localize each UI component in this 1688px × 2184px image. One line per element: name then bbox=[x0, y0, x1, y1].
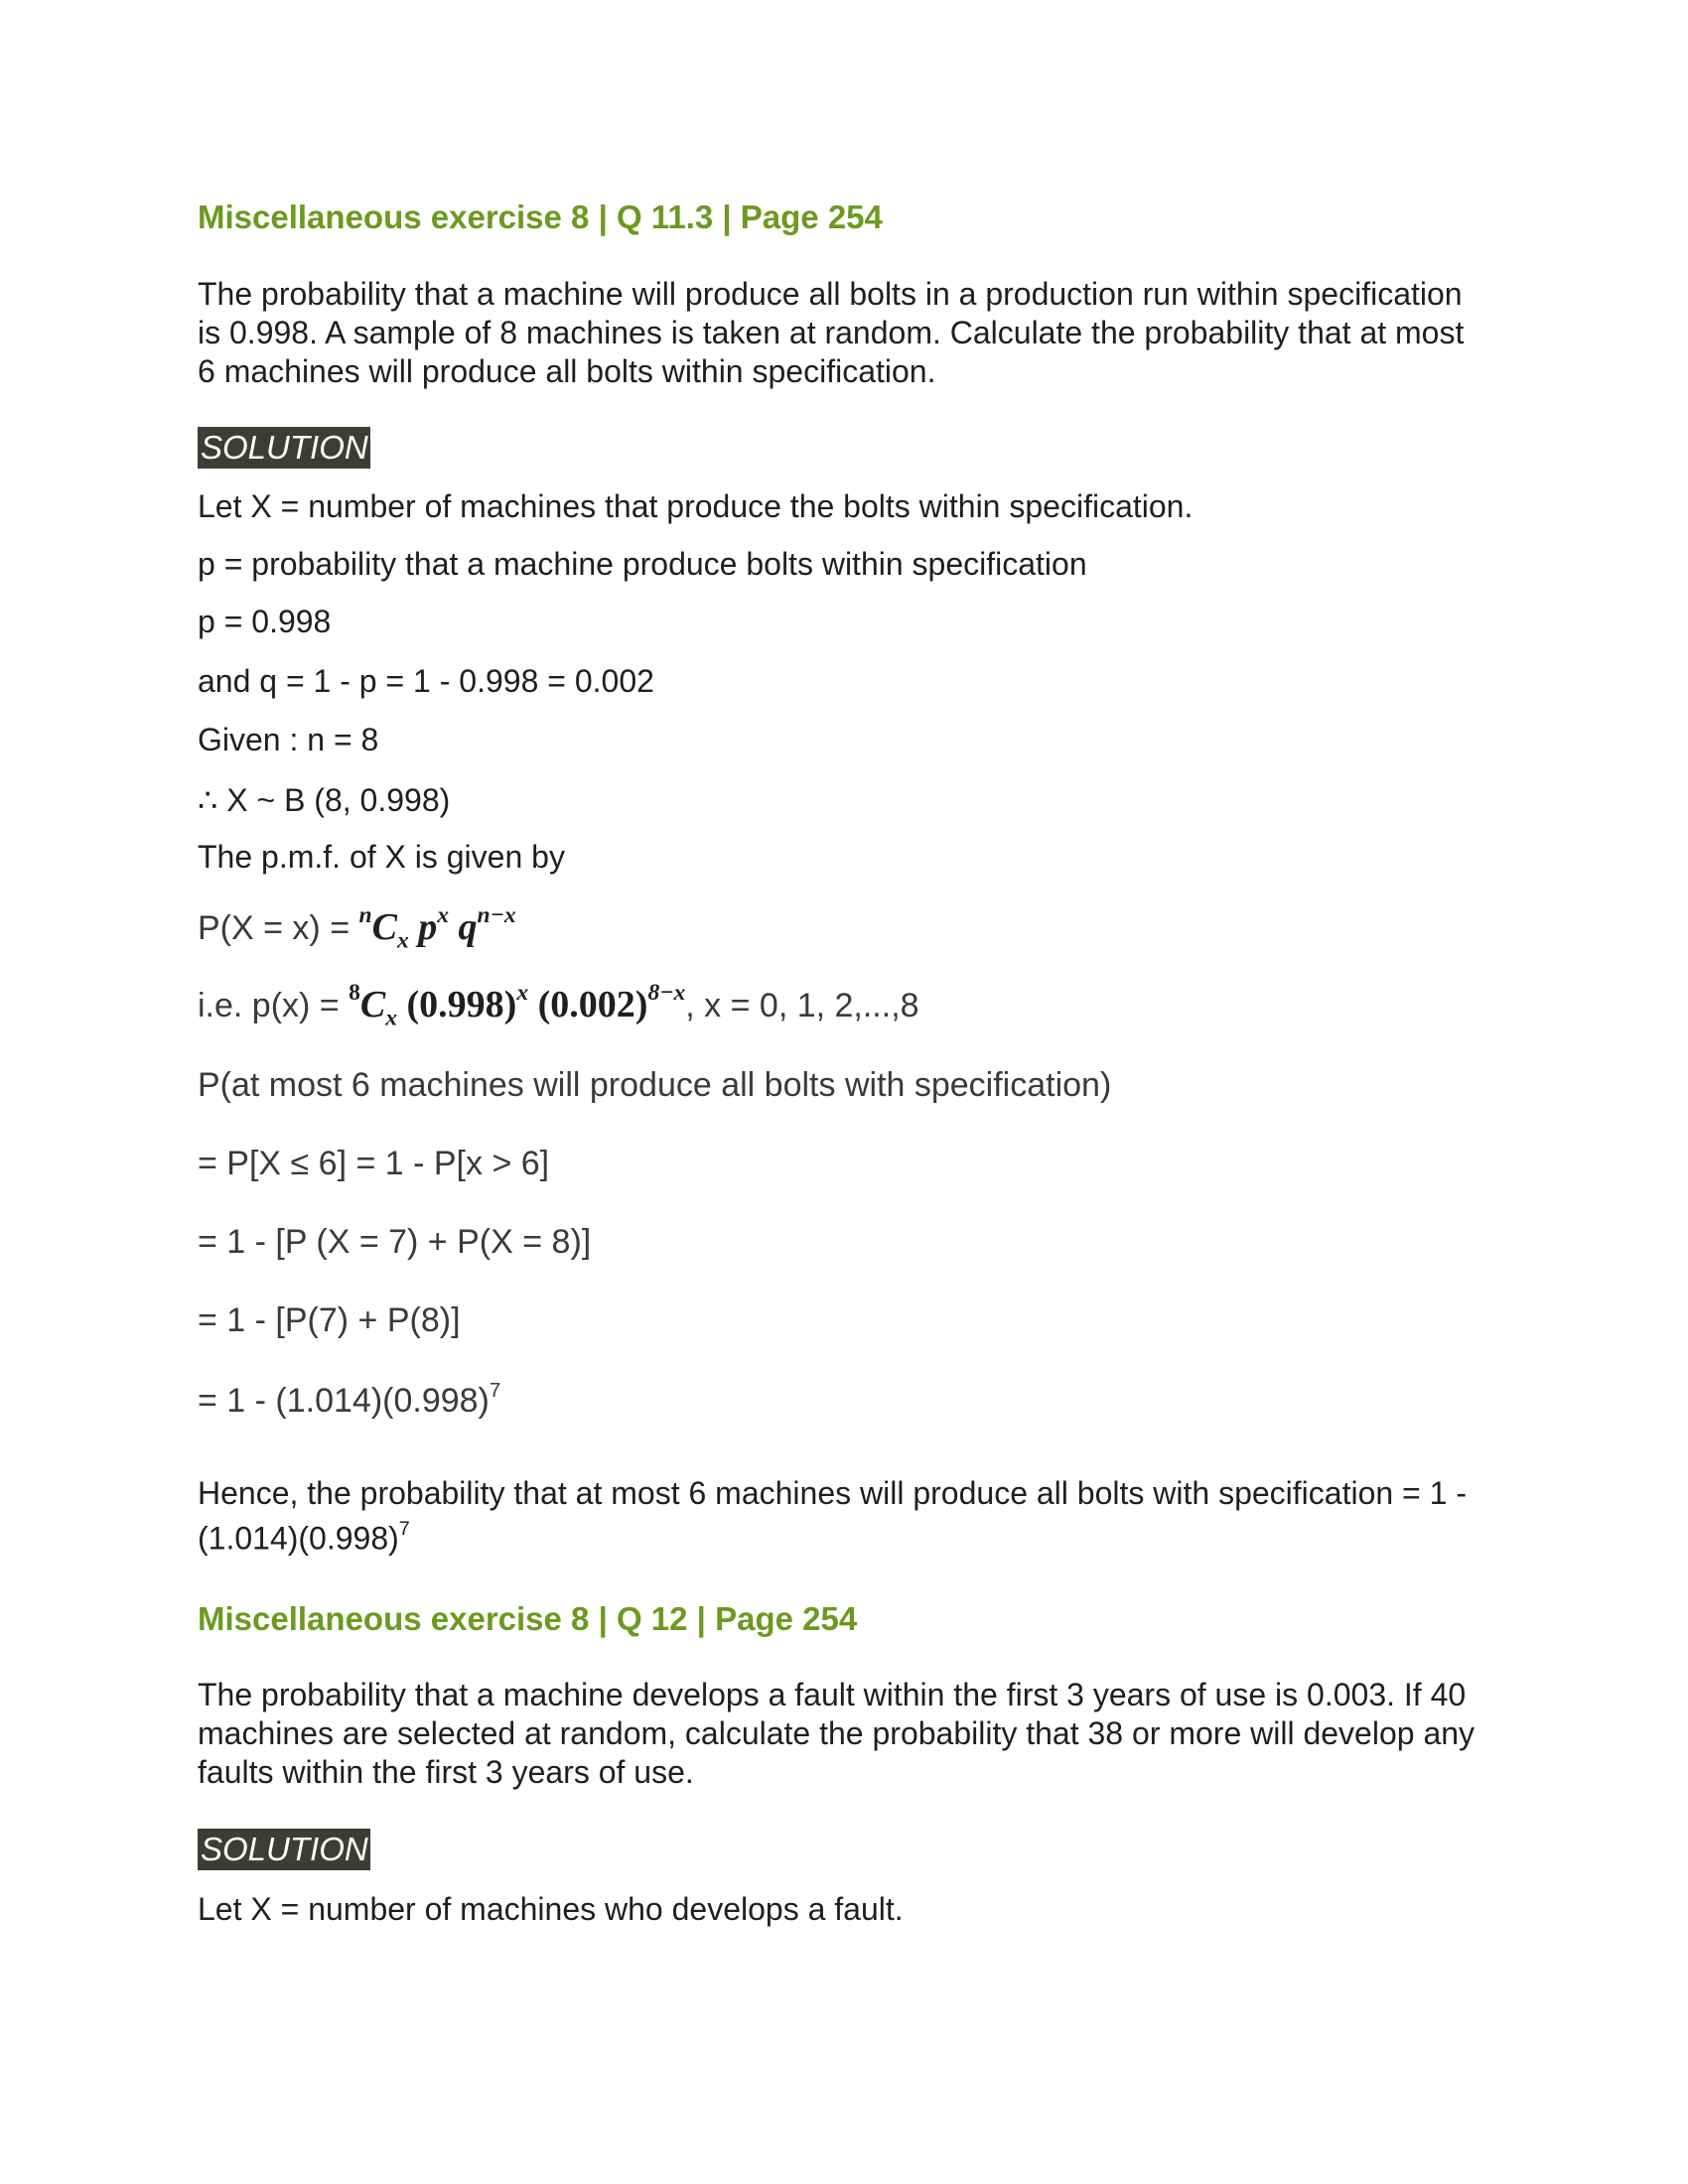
q1-solution-label: SOLUTION bbox=[198, 427, 370, 469]
pmf-q: q bbox=[458, 906, 478, 948]
q1-conclusion-exp: 7 bbox=[398, 1518, 410, 1541]
q1-line-3: and q = 1 - p = 1 - 0.998 = 0.002 bbox=[198, 663, 654, 699]
pmf-x-sub: x bbox=[396, 927, 409, 954]
pmf2-b1: (0.998) bbox=[406, 984, 517, 1025]
q1-step-1: = P[X ≤ 6] = 1 - P[x > 6] bbox=[198, 1145, 550, 1182]
q1-line-1: p = probability that a machine produce bolts within specification bbox=[198, 546, 1087, 582]
q2-solution-label: SOLUTION bbox=[198, 1829, 370, 1870]
q1-step-4-base: = 1 - (1.014)(0.998) bbox=[198, 1382, 490, 1420]
pmf2-tail: , x = 0, 1, 2,...,8 bbox=[685, 987, 919, 1024]
q1-step-4-exp: 7 bbox=[489, 1379, 501, 1402]
q1-step-3: = 1 - [P(7) + P(8)] bbox=[198, 1301, 461, 1339]
q1-line-4: Given : n = 8 bbox=[198, 722, 379, 757]
pmf-formula-2 bbox=[198, 979, 919, 1032]
q2-question: The probability that a machine develops a fault within the first 3 years of use is 0.003. If 40 machines are selected at random, calculate the probability that 38 or more will develop any faults within the first 3 years of use. bbox=[198, 1677, 1476, 1790]
q1-conclusion bbox=[198, 1474, 1488, 1559]
pmf-x-sup: x bbox=[437, 901, 450, 928]
pmf-formula bbox=[198, 901, 516, 955]
q1-heading: Miscellaneous exercise 8 | Q 11.3 | Page 254 bbox=[198, 199, 883, 235]
pmf-n: n bbox=[358, 901, 372, 928]
pmf2-x-sup: x bbox=[516, 979, 529, 1006]
q1-question: The probability that a machine will produce all bolts in a production run within specification is 0.998. A sample of 8 machines is taken at random. Calculate the probability that at most 6 machines will produce all bolts within specification. bbox=[198, 276, 1465, 389]
q1-conclusion-text: Hence, the probability that at most 6 machines will produce all bolts with specification = 1 - (1.014)(0.998) bbox=[198, 1475, 1467, 1557]
q1-step-2: = 1 - [P (X = 7) + P(X = 8)] bbox=[198, 1223, 592, 1261]
q1-line-0: Let X = number of machines that produce the bolts within specification. bbox=[198, 488, 1194, 524]
q2-heading: Miscellaneous exercise 8 | Q 12 | Page 254 bbox=[198, 1600, 858, 1637]
q1-step-4 bbox=[198, 1379, 501, 1421]
pmf-C: C bbox=[371, 906, 397, 948]
pmf2-C: C bbox=[359, 984, 386, 1025]
q1-line-6: The p.m.f. of X is given by bbox=[198, 839, 565, 875]
pmf-lhs: P(X = x) = bbox=[198, 909, 359, 947]
pmf-p: p bbox=[418, 906, 438, 948]
pmf2-x-sub: x bbox=[385, 1005, 398, 1031]
q1-step-0: P(at most 6 machines will produce all bolts with specification) bbox=[198, 1066, 1112, 1104]
pmf-nmx: n−x bbox=[477, 901, 516, 928]
q2-line-0: Let X = number of machines who develops a fault. bbox=[198, 1891, 904, 1927]
pmf2-e2: 8−x bbox=[647, 979, 686, 1006]
q2-solution-badge bbox=[198, 1829, 370, 1870]
pmf2-b2: (0.002) bbox=[537, 984, 648, 1025]
q1-line-5: ∴ X ~ B (8, 0.998) bbox=[198, 782, 451, 818]
q1-line-2: p = 0.998 bbox=[198, 604, 332, 639]
q1-solution-badge bbox=[198, 427, 370, 469]
pmf2-eight: 8 bbox=[349, 979, 360, 1006]
pmf2-lhs: i.e. p(x) = bbox=[198, 987, 350, 1024]
